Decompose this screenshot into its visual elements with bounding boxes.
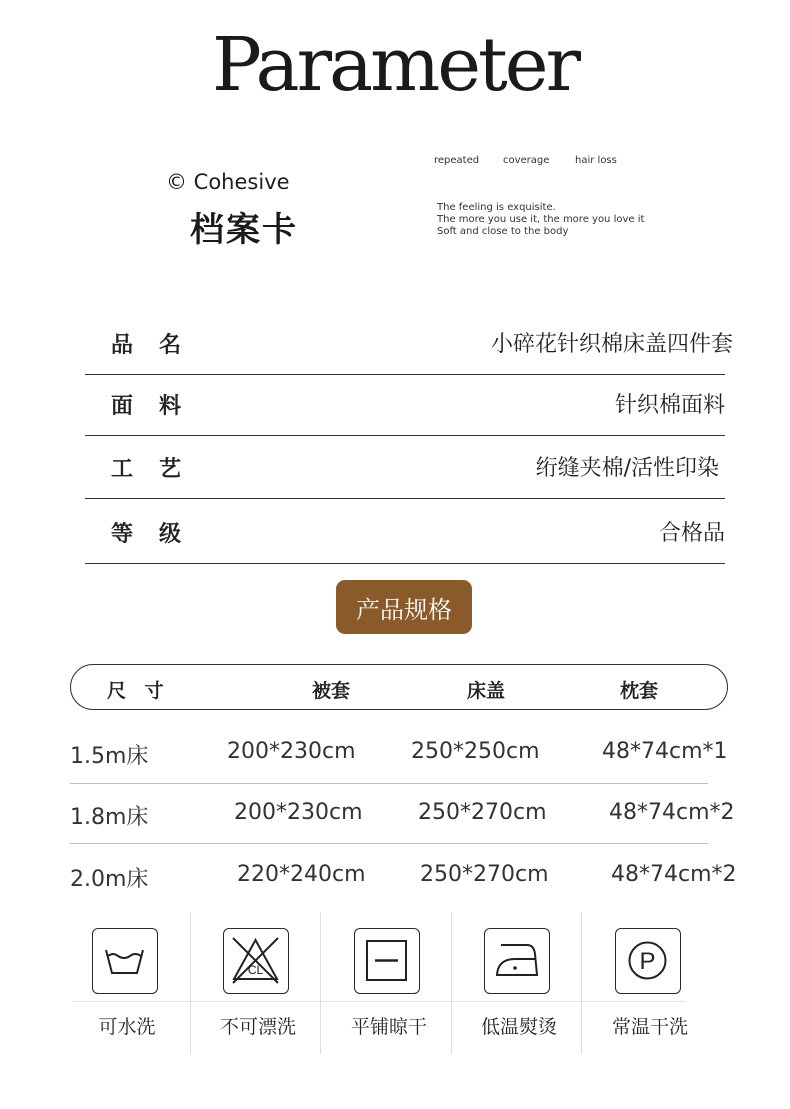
info-label: 工艺 (111, 457, 208, 482)
header-size: 尺 寸 (107, 680, 170, 702)
tag-hair-loss: hair loss (575, 155, 617, 166)
cell-bedcover: 250*250cm (411, 739, 540, 764)
care-label: 低温熨烫 (480, 1016, 557, 1038)
dry-clean-icon (615, 928, 681, 994)
care-item-flat-dry (324, 912, 454, 1054)
low-iron-icon (484, 928, 550, 994)
spec-table-header (70, 664, 728, 710)
brand-name: © Cohesive (166, 170, 290, 194)
care-label: 不可漂洗 (219, 1016, 296, 1038)
page-title: Parameter (212, 22, 578, 108)
info-value: 合格品 (658, 521, 725, 546)
row-divider (70, 843, 708, 844)
info-value: 针织棉面料 (614, 393, 725, 418)
divider (85, 435, 725, 437)
care-item-wash (62, 912, 192, 1054)
care-item-dry-clean (585, 912, 715, 1054)
card-title: 档案卡 (190, 210, 298, 250)
cell-size: 1.5m床 (70, 744, 149, 769)
cell-size: 2.0m床 (70, 867, 149, 892)
info-value: 小碎花针织棉床盖四件套 (490, 332, 733, 357)
tag-coverage: coverage (503, 155, 550, 166)
info-label: 品名 (111, 333, 208, 358)
cell-duvet: 200*230cm (227, 739, 356, 764)
no-bleach-icon-text: CL (247, 963, 264, 977)
tag-repeated: repeated (434, 155, 480, 166)
divider (85, 498, 725, 500)
cell-pillowcase: 48*74cm*2 (611, 862, 737, 887)
care-item-no-bleach (193, 912, 323, 1054)
info-value: 绗缝夹棉/活性印染 (535, 456, 719, 481)
slogan-line: The feeling is exquisite. (437, 202, 556, 213)
dry-clean-icon-text: P (639, 948, 656, 975)
row-divider (70, 783, 708, 784)
divider (85, 563, 725, 565)
cell-duvet: 200*230cm (234, 800, 363, 825)
spec-section-title: 产品规格 (336, 580, 472, 634)
slogan-line: The more you use it, the more you love it (437, 214, 645, 225)
info-label: 等级 (111, 522, 208, 547)
slogan (437, 202, 644, 238)
care-label: 常温干洗 (611, 1016, 688, 1038)
header-pillowcase: 枕套 (620, 680, 659, 702)
cell-size: 1.8m床 (70, 805, 149, 830)
flat-dry-icon (354, 928, 420, 994)
info-row-grade (85, 502, 725, 564)
cell-bedcover: 250*270cm (418, 800, 547, 825)
cell-pillowcase: 48*74cm*2 (609, 800, 735, 825)
hand-wash-icon (92, 928, 158, 994)
header-bedcover: 床盖 (467, 680, 506, 702)
care-label: 可水洗 (98, 1016, 156, 1038)
header-duvet: 被套 (312, 680, 351, 702)
info-row-craft (85, 437, 725, 499)
info-label: 面料 (111, 394, 208, 419)
care-item-low-iron (454, 912, 584, 1054)
info-row-fabric (85, 374, 725, 436)
slogan-line: Soft and close to the body (437, 226, 569, 237)
no-bleach-icon (223, 928, 289, 994)
care-label: 平铺晾干 (350, 1016, 427, 1038)
info-row-name (85, 313, 733, 375)
cell-bedcover: 250*270cm (420, 862, 549, 887)
cell-duvet: 220*240cm (237, 862, 366, 887)
cell-pillowcase: 48*74cm*1 (602, 739, 728, 764)
